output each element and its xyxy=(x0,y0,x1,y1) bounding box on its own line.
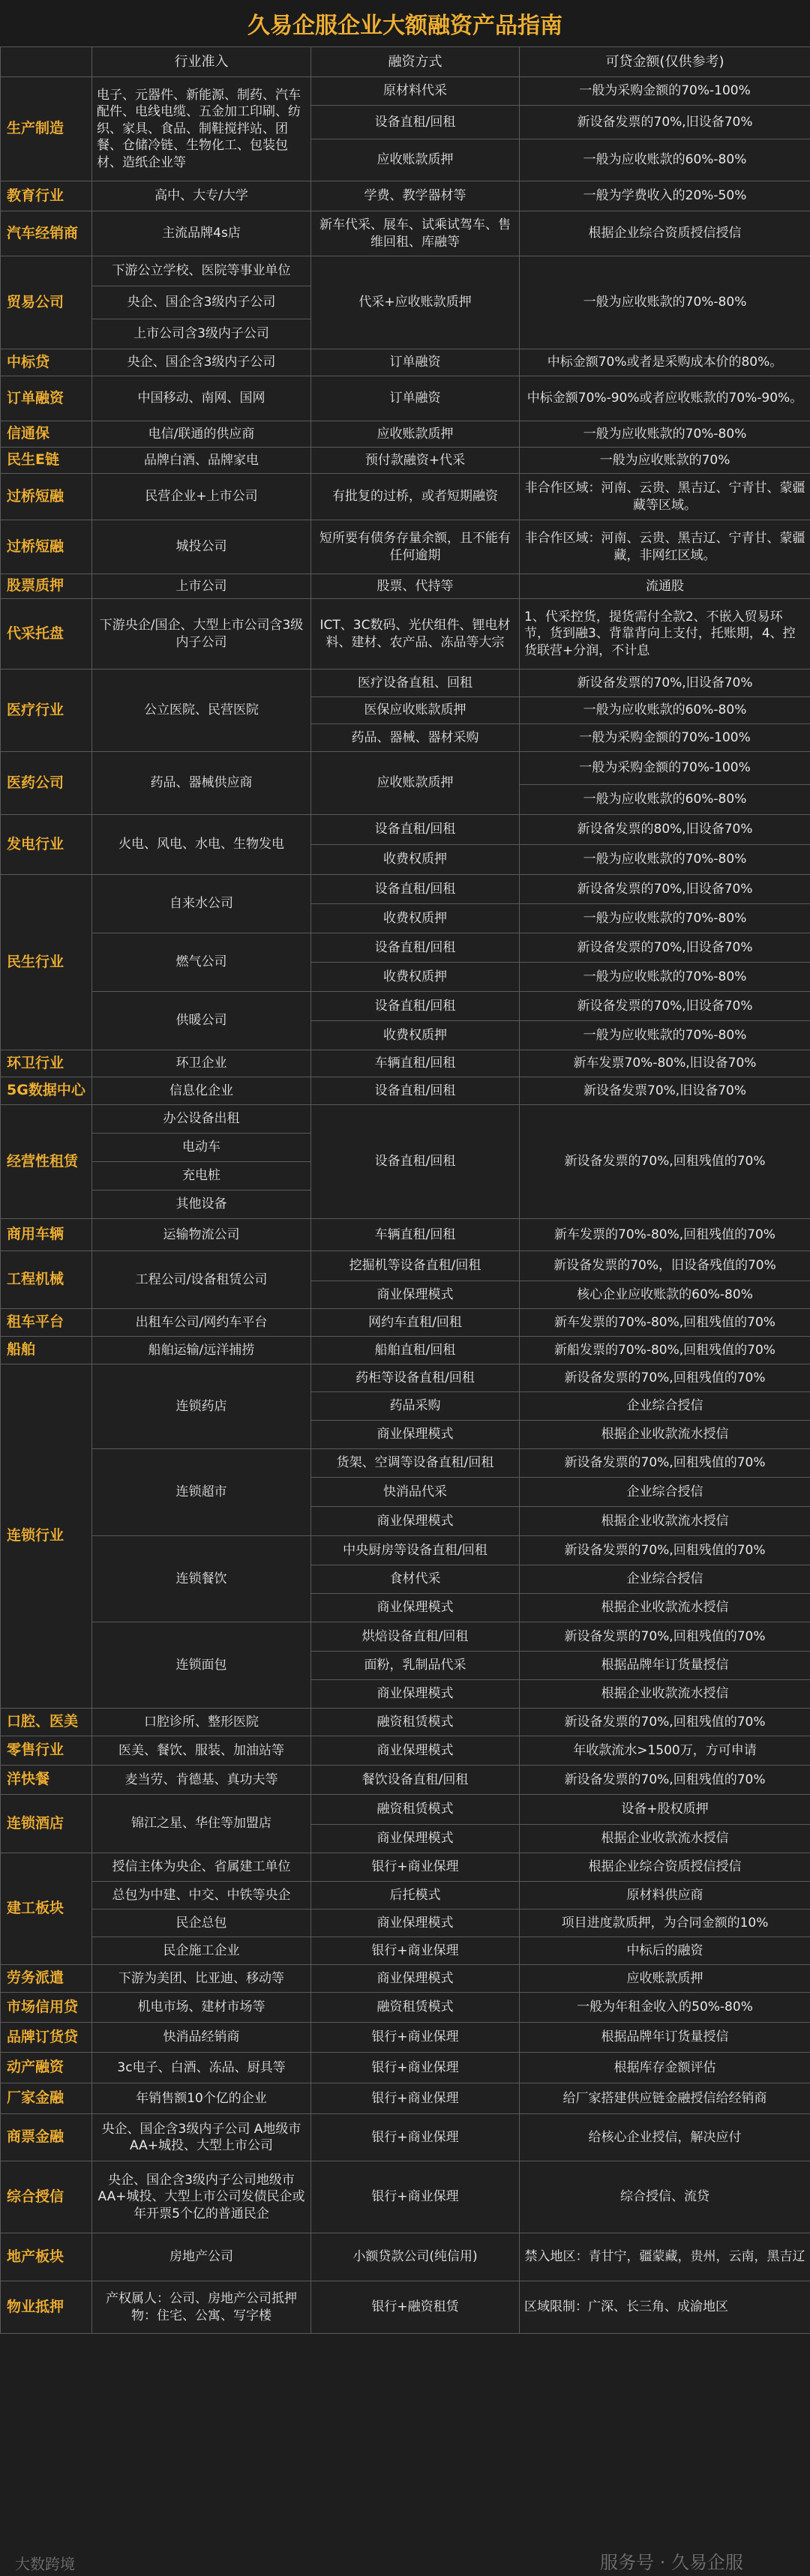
table-cell: 非合作区域：河南、云贵、黑吉辽、宁青甘、蒙疆藏等区域。 xyxy=(520,474,810,520)
table-cell: 应收账款质押 xyxy=(311,139,520,181)
table-row xyxy=(1,1449,810,1478)
table-row xyxy=(1,1105,810,1134)
table-cell: 新设备发票的70%,回租残值的70% xyxy=(520,1622,810,1652)
category-cell: 5G数据中心 xyxy=(1,1077,92,1105)
table-cell: 新设备发票的70%,旧设备70% xyxy=(520,992,810,1021)
table-cell: 药品、器械、器材采购 xyxy=(311,724,520,752)
table-cell: 银行+融资租赁 xyxy=(311,2281,520,2334)
table-cell: 设备直租/回租 xyxy=(311,992,520,1021)
table-cell: 央企、国企含3级内子公司 A地级市AA+城投、大型上市公司 xyxy=(92,2114,311,2161)
category-cell: 洋快餐 xyxy=(1,1766,92,1795)
table-row xyxy=(1,1882,810,1910)
table-cell: 出租车公司/网约车平台 xyxy=(92,1309,311,1337)
table-cell: 预付款融资+代采 xyxy=(311,448,520,474)
table-row xyxy=(1,1736,810,1766)
table-cell: 订单融资 xyxy=(311,376,520,421)
table-cell: 一般为采购金额的70%-100% xyxy=(520,724,810,752)
table-cell: 根据品牌年订货量授信 xyxy=(520,1652,810,1680)
table-cell: 快消品经销商 xyxy=(92,2023,311,2053)
table-cell: 一般为应收账款的70%-80% xyxy=(520,1021,810,1050)
table-cell: 银行+商业保理 xyxy=(311,1853,520,1882)
table-row xyxy=(1,933,810,963)
table-cell: 区域限制：广深、长三角、成渝地区 xyxy=(520,2281,810,2334)
table-row xyxy=(1,349,810,376)
table-row xyxy=(1,1795,810,1825)
header-financing-method: 融资方式 xyxy=(311,47,520,77)
table-cell: 商业保理模式 xyxy=(311,1594,520,1622)
category-cell: 连锁酒店 xyxy=(1,1795,92,1853)
table-cell: 药柜等设备直租/回租 xyxy=(311,1364,520,1392)
table-cell: 新设备发票的70%,旧设备70% xyxy=(520,875,810,904)
table-cell: 中标后的融资 xyxy=(520,1937,810,1965)
table-cell: 城投公司 xyxy=(92,520,311,574)
table-cell: 火电、风电、水电、生物发电 xyxy=(92,815,311,875)
table-cell: 根据企业收款流水授信 xyxy=(520,1825,810,1853)
category-cell: 过桥短融 xyxy=(1,474,92,520)
table-cell: 收费权质押 xyxy=(311,963,520,992)
table-cell: 商业保理模式 xyxy=(311,1680,520,1709)
table-cell: 根据企业收款流水授信 xyxy=(520,1594,810,1622)
table-row xyxy=(1,1910,810,1937)
category-cell: 民生行业 xyxy=(1,875,92,1050)
table-cell: 根据品牌年订货量授信 xyxy=(520,2023,810,2053)
table-cell: 机电市场、建材市场等 xyxy=(92,1993,311,2023)
table-cell: 公立医院、民营医院 xyxy=(92,669,311,752)
table-cell: 商业保理模式 xyxy=(311,1281,520,1309)
table-cell: 新设备发票70%,旧设备70% xyxy=(520,1077,810,1105)
table-cell: 医美、餐饮、服装、加油站等 xyxy=(92,1736,311,1766)
table-cell: 品牌白酒、品牌家电 xyxy=(92,448,311,474)
table-cell: 年收款流水>1500万，方可申请 xyxy=(520,1736,810,1766)
table-cell: 企业综合授信 xyxy=(520,1478,810,1507)
table-cell: 根据库存金额评估 xyxy=(520,2053,810,2083)
table-row xyxy=(1,2233,810,2281)
table-cell: 流通股 xyxy=(520,574,810,599)
table-cell: 上市公司含3级内子公司 xyxy=(92,319,311,349)
table-cell: 融资租赁模式 xyxy=(311,1795,520,1825)
table-cell: 下游央企/国企、大型上市公司含3级内子公司 xyxy=(92,599,311,669)
table-cell: 新船发票的70%-80%,回租残值的70% xyxy=(520,1337,810,1364)
table-cell: 车辆直租/回租 xyxy=(311,1050,520,1077)
category-cell: 发电行业 xyxy=(1,815,92,875)
category-cell: 连锁行业 xyxy=(1,1364,92,1709)
table-row xyxy=(1,181,810,211)
table-cell: 电信/联通的供应商 xyxy=(92,421,311,448)
table-cell: 后托模式 xyxy=(311,1882,520,1910)
table-cell: 船舶运输/远洋捕捞 xyxy=(92,1337,311,1364)
table-cell: 信息化企业 xyxy=(92,1077,311,1105)
table-cell: 1、代采控货，提货需付全款2、不嵌入贸易环节，货到融3、背靠背向上支付，托账期，4、控货联营+分润，不计息 xyxy=(520,599,810,669)
table-cell: 连锁超市 xyxy=(92,1449,311,1536)
table-cell: 银行+商业保理 xyxy=(311,2083,520,2114)
table-cell: 央企、国企含3级内子公司 xyxy=(92,349,311,376)
table-cell: 口腔诊所、整形医院 xyxy=(92,1709,311,1736)
table-cell: 综合授信、流贷 xyxy=(520,2161,810,2233)
table-row xyxy=(1,1709,810,1736)
table-cell: 设备直租/回租 xyxy=(311,1105,520,1219)
table-cell: 一般为应收账款的60%-80% xyxy=(520,139,810,181)
table-cell: 药品采购 xyxy=(311,1392,520,1421)
table-cell: 禁入地区：青甘宁，疆蒙藏，贵州，云南，黑吉辽 xyxy=(520,2233,810,2281)
table-cell: 银行+商业保理 xyxy=(311,2023,520,2053)
table-row xyxy=(1,2053,810,2083)
watermark-service-account: 服务号 · 久易企服 xyxy=(600,2552,743,2573)
table-cell: 银行+商业保理 xyxy=(311,2114,520,2161)
table-cell: 商业保理模式 xyxy=(311,1825,520,1853)
table-row xyxy=(1,875,810,904)
table-cell: 小额贷款公司(纯信用) xyxy=(311,2233,520,2281)
category-cell: 地产板块 xyxy=(1,2233,92,2281)
table-cell: 一般为应收账款的60%-80% xyxy=(520,697,810,724)
table-cell: 代采+应收账款质押 xyxy=(311,256,520,349)
category-cell: 市场信用贷 xyxy=(1,1993,92,2023)
category-cell: 经营性租赁 xyxy=(1,1105,92,1219)
table-cell: 自来水公司 xyxy=(92,875,311,933)
category-cell: 医药公司 xyxy=(1,752,92,815)
table-cell: 工程公司/设备租赁公司 xyxy=(92,1251,311,1309)
table-row xyxy=(1,2083,810,2114)
category-cell: 订单融资 xyxy=(1,376,92,421)
table-cell: 烘焙设备直租/回租 xyxy=(311,1622,520,1652)
category-cell: 股票质押 xyxy=(1,574,92,599)
category-cell: 医疗行业 xyxy=(1,669,92,752)
table-cell: 收费权质押 xyxy=(311,1021,520,1050)
table-cell: 根据企业综合资质授信授信 xyxy=(520,1853,810,1882)
category-cell: 口腔、医美 xyxy=(1,1709,92,1736)
table-cell: 一般为应收账款的70%-80% xyxy=(520,256,810,349)
category-cell: 租车平台 xyxy=(1,1309,92,1337)
table-row xyxy=(1,2281,810,2334)
table-cell: 设备直租/回租 xyxy=(311,933,520,963)
table-cell: 新车发票的70%-80%,回租残值的70% xyxy=(520,1219,810,1251)
category-cell: 厂家金融 xyxy=(1,2083,92,2114)
category-cell: 贸易公司 xyxy=(1,256,92,349)
table-row xyxy=(1,256,810,286)
category-cell: 教育行业 xyxy=(1,181,92,211)
table-cell: 新车发票的70%-80%,回租残值的70% xyxy=(520,1309,810,1337)
category-cell: 船舶 xyxy=(1,1337,92,1364)
table-cell: 民营企业+上市公司 xyxy=(92,474,311,520)
category-cell: 工程机械 xyxy=(1,1251,92,1309)
table-cell: 面粉，乳制品代采 xyxy=(311,1652,520,1680)
table-cell: 民企总包 xyxy=(92,1910,311,1937)
table-cell: 新设备发票的70%,回租残值的70% xyxy=(520,1449,810,1478)
table-cell: 麦当劳、肯德基、真功夫等 xyxy=(92,1766,311,1795)
table-cell: 授信主体为央企、省属建工单位 xyxy=(92,1853,311,1882)
table-cell: 药品、器械供应商 xyxy=(92,752,311,815)
table-cell: 设备直租/回租 xyxy=(311,106,520,139)
table-cell: 一般为应收账款的70% xyxy=(520,448,810,474)
table-cell: 核心企业应收账款的60%-80% xyxy=(520,1281,810,1309)
table-cell: 股票、代持等 xyxy=(311,574,520,599)
table-cell: ICT、3C数码、光伏组件、锂电材料、建材、农产品、冻品等大宗 xyxy=(311,599,520,669)
table-cell: 应收账款质押 xyxy=(520,1965,810,1993)
table-row xyxy=(1,1766,810,1795)
table-cell: 一般为应收账款的70%-80% xyxy=(520,904,810,933)
table-cell: 连锁药店 xyxy=(92,1364,311,1449)
table-cell: 商业保理模式 xyxy=(311,1910,520,1937)
table-cell: 总包为中建、中交、中铁等央企 xyxy=(92,1882,311,1910)
table-row xyxy=(1,448,810,474)
table-cell: 下游公立学校、医院等事业单位 xyxy=(92,256,311,286)
table-row xyxy=(1,2023,810,2053)
table-row xyxy=(1,1364,810,1392)
watermark-platform-logo: 大数跨境 xyxy=(15,2555,75,2573)
table-row xyxy=(1,1251,810,1281)
table-cell: 一般为应收账款的70%-80% xyxy=(520,421,810,448)
table-cell: 非合作区域：河南、云贵、黑吉辽、宁青甘、蒙疆藏，非网红区域。 xyxy=(520,520,810,574)
table-cell: 民企施工企业 xyxy=(92,1937,311,1965)
table-cell: 中国移动、南网、国网 xyxy=(92,376,311,421)
table-cell: 新设备发票的70%,旧设备70% xyxy=(520,106,810,139)
table-cell: 中央厨房等设备直租/回租 xyxy=(311,1536,520,1565)
table-cell: 办公设备出租 xyxy=(92,1105,311,1134)
table-header-row xyxy=(1,47,810,77)
table-cell: 新设备发票的70%,回租残值的70% xyxy=(520,1766,810,1795)
table-cell: 电动车 xyxy=(92,1134,311,1162)
table-cell: 连锁餐饮 xyxy=(92,1536,311,1622)
header-industry-access: 行业准入 xyxy=(92,47,311,77)
page-title: 久易企服企业大额融资产品指南 xyxy=(0,0,810,47)
table-cell: 收费权质押 xyxy=(311,845,520,875)
table-cell: 原材料供应商 xyxy=(520,1882,810,1910)
table-row xyxy=(1,1050,810,1077)
table-row xyxy=(1,1993,810,2023)
table-cell: 供暖公司 xyxy=(92,992,311,1050)
category-cell: 建工板块 xyxy=(1,1853,92,1965)
category-cell: 代采托盘 xyxy=(1,599,92,669)
table-cell: 一般为采购金额的70%-100% xyxy=(520,752,810,785)
category-cell: 环卫行业 xyxy=(1,1050,92,1077)
table-row xyxy=(1,474,810,520)
table-cell: 医保应收账款质押 xyxy=(311,697,520,724)
category-cell: 民生E链 xyxy=(1,448,92,474)
table-cell: 应收账款质押 xyxy=(311,421,520,448)
table-row xyxy=(1,1536,810,1565)
table-row xyxy=(1,376,810,421)
table-cell: 给厂家搭建供应链金融授信给经销商 xyxy=(520,2083,810,2114)
table-cell: 一般为采购金额的70%-100% xyxy=(520,77,810,106)
table-cell: 上市公司 xyxy=(92,574,311,599)
table-cell: 充电桩 xyxy=(92,1162,311,1191)
table-cell: 企业综合授信 xyxy=(520,1392,810,1421)
table-cell: 融资租赁模式 xyxy=(311,1709,520,1736)
table-cell: 短所要有债务存量余额，且不能有任何逾期 xyxy=(311,520,520,574)
table-row xyxy=(1,1965,810,1993)
table-cell: 新设备发票的70%,回租残值的70% xyxy=(520,1364,810,1392)
table-cell: 新车发票70%-80%,旧设备70% xyxy=(520,1050,810,1077)
table-cell: 产权属人：公司、房地产公司抵押物：住宅、公寓、写字楼 xyxy=(92,2281,311,2334)
table-cell: 原材料代采 xyxy=(311,77,520,106)
header-category xyxy=(1,47,92,77)
table-row xyxy=(1,520,810,574)
category-cell: 汽车经销商 xyxy=(1,211,92,256)
table-row xyxy=(1,1309,810,1337)
category-cell: 劳务派遣 xyxy=(1,1965,92,1993)
table-cell: 其他设备 xyxy=(92,1191,311,1219)
table-cell: 根据企业收款流水授信 xyxy=(520,1507,810,1536)
table-cell: 企业综合授信 xyxy=(520,1565,810,1594)
table-cell: 银行+商业保理 xyxy=(311,1937,520,1965)
table-row xyxy=(1,211,810,256)
table-cell: 年销售额10个亿的企业 xyxy=(92,2083,311,2114)
table-cell: 新设备发票的80%,旧设备70% xyxy=(520,815,810,845)
category-cell: 综合授信 xyxy=(1,2161,92,2233)
table-cell: 银行+商业保理 xyxy=(311,2053,520,2083)
table-cell: 设备直租/回租 xyxy=(311,1077,520,1105)
table-cell: 一般为应收账款的70%-80% xyxy=(520,845,810,875)
table-cell: 3c电子、白酒、冻品、厨具等 xyxy=(92,2053,311,2083)
table-cell: 一般为学费收入的20%-50% xyxy=(520,181,810,211)
table-cell: 根据企业收款流水授信 xyxy=(520,1421,810,1449)
category-cell: 过桥短融 xyxy=(1,520,92,574)
table-row xyxy=(1,1937,810,1965)
table-row xyxy=(1,2161,810,2233)
table-cell: 设备+股权质押 xyxy=(520,1795,810,1825)
table-cell: 给核心企业授信，解决应付 xyxy=(520,2114,810,2161)
category-cell: 动产融资 xyxy=(1,2053,92,2083)
table-cell: 中标金额70%或者是采购成本价的80%。 xyxy=(520,349,810,376)
table-cell: 商业保理模式 xyxy=(311,1965,520,1993)
table-cell: 连锁面包 xyxy=(92,1622,311,1709)
table-cell: 新设备发票的70%，旧设备残值的70% xyxy=(520,1251,810,1281)
category-cell: 物业抵押 xyxy=(1,2281,92,2334)
table-cell: 环卫企业 xyxy=(92,1050,311,1077)
table-cell: 设备直租/回租 xyxy=(311,815,520,845)
table-cell: 网约车直租/回租 xyxy=(311,1309,520,1337)
category-cell: 零售行业 xyxy=(1,1736,92,1766)
table-cell: 货架、空调等设备直租/回租 xyxy=(311,1449,520,1478)
table-cell: 食材代采 xyxy=(311,1565,520,1594)
table-cell: 项目进度款质押，为合同金额的10% xyxy=(520,1910,810,1937)
category-cell: 生产制造 xyxy=(1,77,92,181)
table-cell: 中标金额70%-90%或者应收账款的70%-90%。 xyxy=(520,376,810,421)
table-cell: 一般为年租金收入的50%-80% xyxy=(520,1993,810,2023)
table-cell: 一般为应收账款的70%-80% xyxy=(520,963,810,992)
table-row xyxy=(1,1622,810,1652)
table-row xyxy=(1,421,810,448)
table-cell: 新设备发票的70%,回租残值的70% xyxy=(520,1536,810,1565)
table-row xyxy=(1,752,810,785)
table-cell: 新设备发票的70%,旧设备70% xyxy=(520,933,810,963)
table-row xyxy=(1,669,810,697)
table-cell: 运输物流公司 xyxy=(92,1219,311,1251)
table-row xyxy=(1,815,810,845)
table-row xyxy=(1,1853,810,1882)
table-cell: 收费权质押 xyxy=(311,904,520,933)
table-cell: 学费、教学器材等 xyxy=(311,181,520,211)
table-cell: 一般为应收账款的60%-80% xyxy=(520,785,810,815)
table-cell: 新设备发票的70%,回租残值的70% xyxy=(520,1105,810,1219)
table-row xyxy=(1,1077,810,1105)
table-cell: 应收账款质押 xyxy=(311,752,520,815)
table-cell: 高中、大专/大学 xyxy=(92,181,311,211)
table-cell: 有批复的过桥，或者短期融资 xyxy=(311,474,520,520)
table-cell: 下游为美团、比亚迪、移动等 xyxy=(92,1965,311,1993)
table-cell: 商业保理模式 xyxy=(311,1736,520,1766)
table-cell: 根据企业收款流水授信 xyxy=(520,1680,810,1709)
table-cell: 商业保理模式 xyxy=(311,1507,520,1536)
table-cell: 船舶直租/回租 xyxy=(311,1337,520,1364)
category-cell: 商票金融 xyxy=(1,2114,92,2161)
table-cell: 设备直租/回租 xyxy=(311,875,520,904)
table-cell: 锦江之星、华住等加盟店 xyxy=(92,1795,311,1853)
category-cell: 中标贷 xyxy=(1,349,92,376)
table-cell: 融资租赁模式 xyxy=(311,1993,520,2023)
table-row xyxy=(1,1219,810,1251)
financing-product-table xyxy=(0,46,810,2334)
table-cell: 快消品代采 xyxy=(311,1478,520,1507)
category-cell: 商用车辆 xyxy=(1,1219,92,1251)
table-cell: 医疗设备直租、回租 xyxy=(311,669,520,697)
table-cell: 新车代采、展车、试乘试驾车、售维回租、库融等 xyxy=(311,211,520,256)
category-cell: 品牌订货贷 xyxy=(1,2023,92,2053)
table-cell: 央企、国企含3级内子公司地级市AA+城投、大型上市公司发债民企或年开票5个亿的普通民企 xyxy=(92,2161,311,2233)
table-cell: 燃气公司 xyxy=(92,933,311,992)
table-body xyxy=(1,47,810,2334)
table-row xyxy=(1,77,810,106)
table-cell: 央企、国企含3级内子公司 xyxy=(92,286,311,319)
header-loan-amount: 可贷金额(仅供参考) xyxy=(520,47,810,77)
table-cell: 车辆直租/回租 xyxy=(311,1219,520,1251)
table-cell: 房地产公司 xyxy=(92,2233,311,2281)
table-cell: 挖掘机等设备直租/回租 xyxy=(311,1251,520,1281)
table-cell: 订单融资 xyxy=(311,349,520,376)
table-row xyxy=(1,992,810,1021)
category-cell: 信通保 xyxy=(1,421,92,448)
table-cell: 餐饮设备直租/回租 xyxy=(311,1766,520,1795)
table-row xyxy=(1,2114,810,2161)
table-row xyxy=(1,1337,810,1364)
table-cell: 电子、元器件、新能源、制药、汽车配件、电线电缆、五金加工印刷、纺织、家具、食品、制鞋搅拌站、团餐、仓储冷链、生物化工、包装包材、造纸企业等 xyxy=(92,77,311,181)
table-cell: 新设备发票的70%,回租残值的70% xyxy=(520,1709,810,1736)
table-row xyxy=(1,574,810,599)
table-cell: 商业保理模式 xyxy=(311,1421,520,1449)
table-cell: 主流品牌4s店 xyxy=(92,211,311,256)
table-cell: 新设备发票的70%,旧设备70% xyxy=(520,669,810,697)
table-cell: 根据企业综合资质授信授信 xyxy=(520,211,810,256)
table-cell: 银行+商业保理 xyxy=(311,2161,520,2233)
table-row xyxy=(1,599,810,669)
